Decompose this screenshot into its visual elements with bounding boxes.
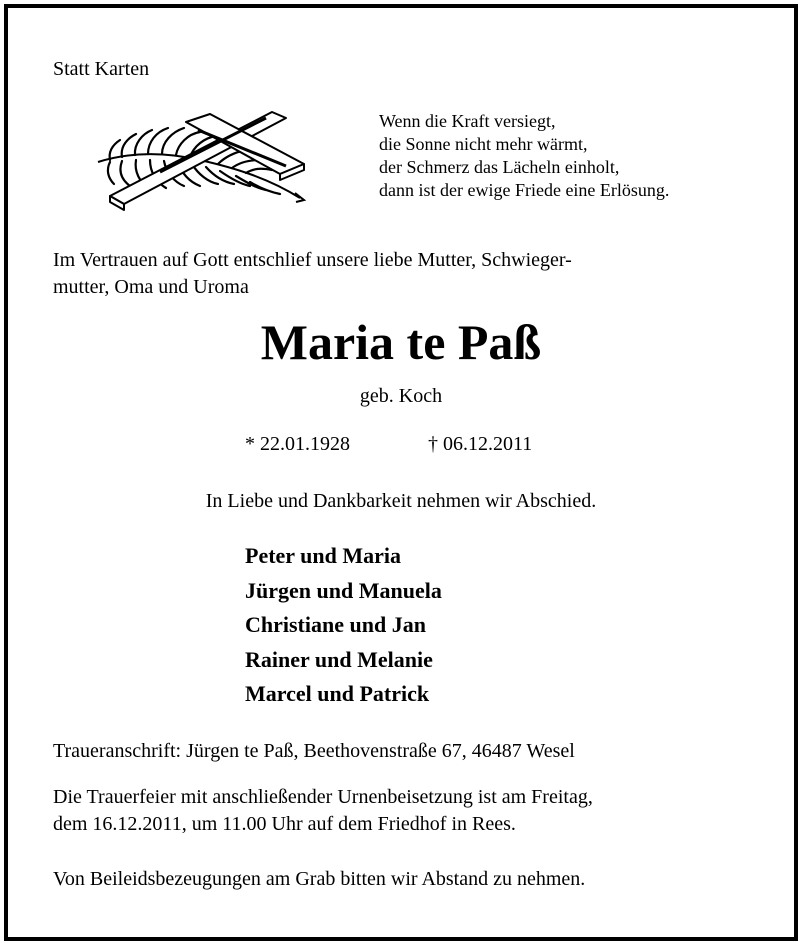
deceased-name: Maria te Paß [260,314,542,370]
maiden-name: geb. Koch [359,385,443,407]
mourner-entry: Peter und Maria [245,543,402,568]
poem-line: Wenn die Kraft versiegt, [379,111,556,131]
poem-line: der Schmerz das Lächeln einholt, [379,157,620,177]
mourning-address: Traueranschrift: Jürgen te Paß, Beethovenstraße 67, 46487 Wesel [53,740,575,762]
mourner-entry: Jürgen und Manuela [245,577,442,603]
mourner-entry: Rainer und Melanie [245,646,433,672]
ceremony-text [53,784,593,838]
obituary-notice [4,4,798,941]
mourners-list [245,539,442,712]
ceremony-line: Die Trauerfeier mit anschließender Urnenbeisetzung ist am Freitag, [53,786,593,808]
poem-line: dann ist der ewige Friede eine Erlösung. [379,180,670,200]
mourner-entry: Marcel und Patrick [245,681,430,706]
poem-line: die Sonne nicht mehr wärmt, [379,134,588,154]
farewell-text: In Liebe und Dankbarkeit nehmen wir Abschied. [205,490,597,512]
intro-line: mutter, Oma und Uroma [53,276,249,298]
intro-text [53,247,572,301]
header-label: Statt Karten [53,58,150,80]
poem [379,110,669,202]
birth-date: * 22.01.1928 [245,433,350,455]
death-date: † 06.12.2011 [428,433,533,455]
mourner-entry: Christiane und Jan [245,612,426,637]
cross-with-palm-frond-icon [90,100,312,212]
condolence-note: Von Beileidsbezeugungen am Grab bitten wir Abstand zu nehmen. [53,868,586,890]
ceremony-line: dem 16.12.2011, um 11.00 Uhr auf dem Friedhof in Rees. [53,813,516,835]
intro-line: Im Vertrauen auf Gott entschlief unsere liebe Mutter, Schwieger- [53,249,572,271]
